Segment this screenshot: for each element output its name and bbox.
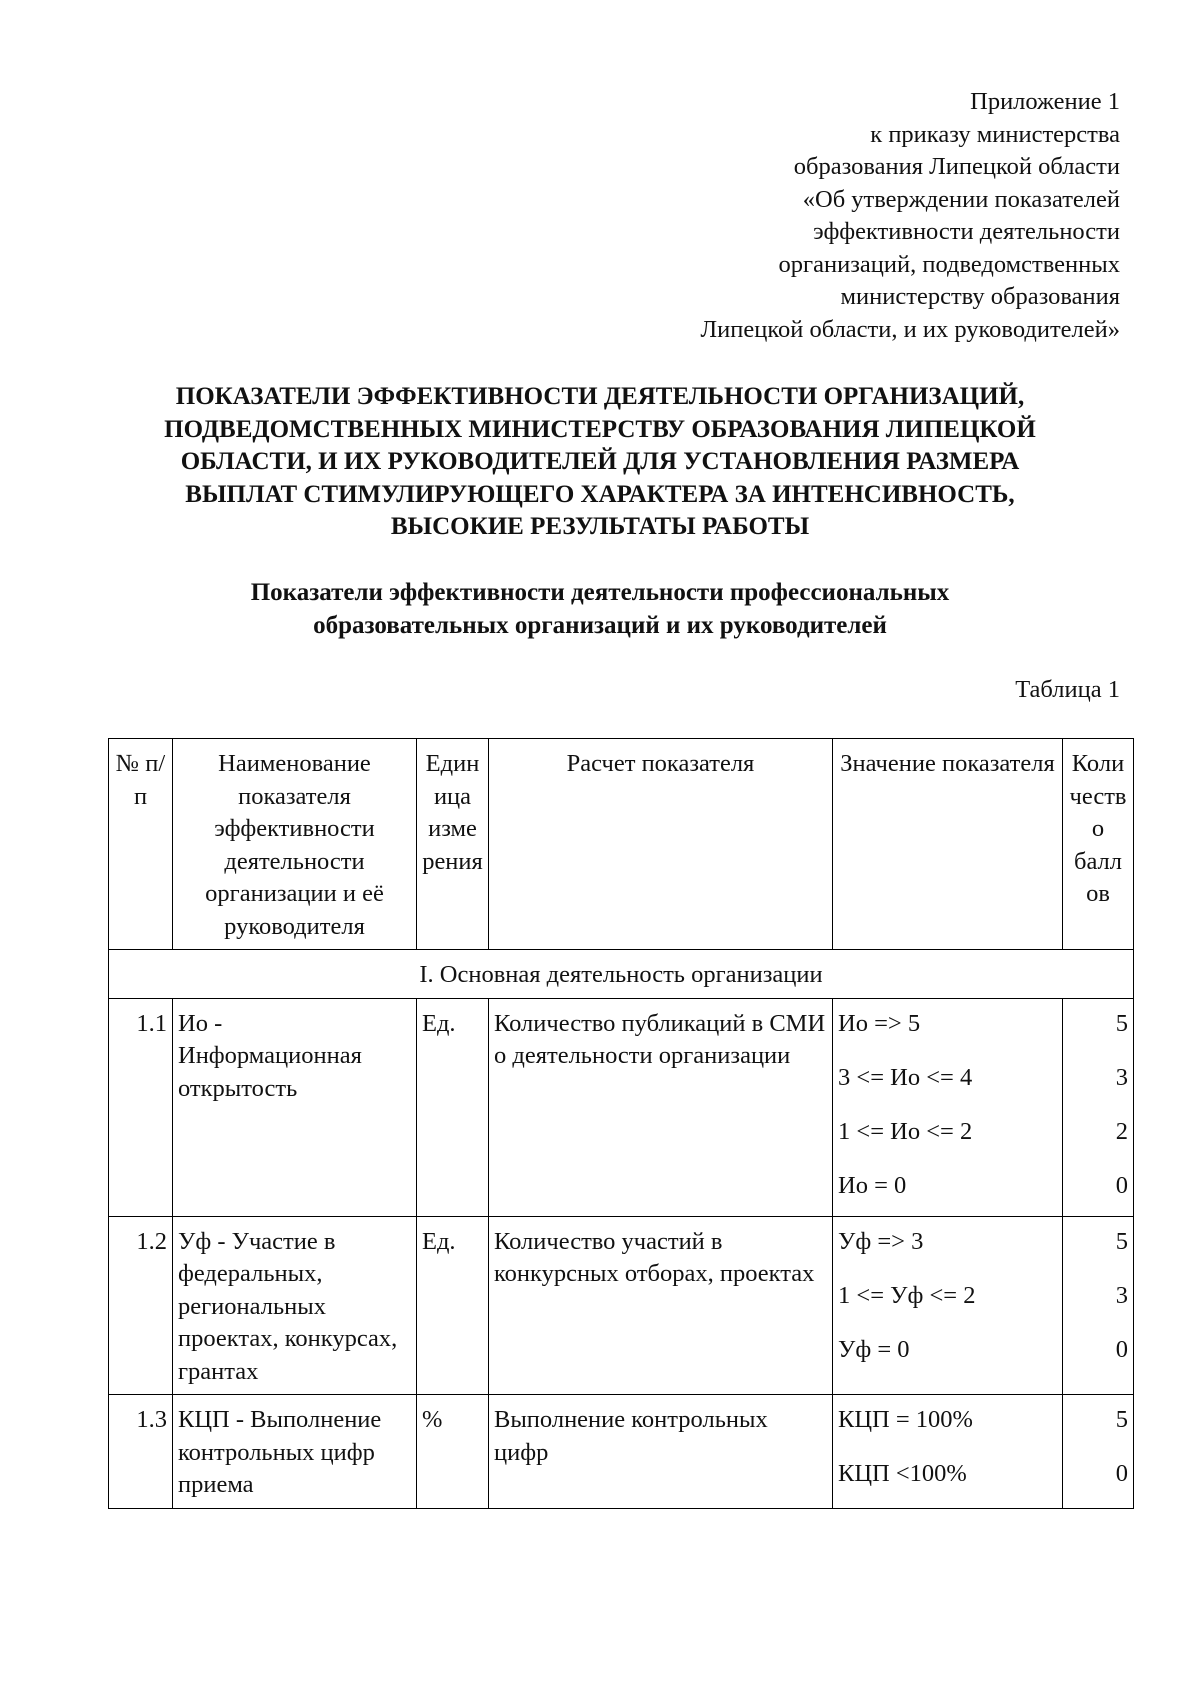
row-name: Ио - Информационная открытость bbox=[173, 998, 417, 1216]
header-num: № п/п bbox=[109, 739, 173, 950]
row-values bbox=[833, 998, 1063, 1216]
header-points: Количество баллов bbox=[1063, 739, 1134, 950]
appendix-line: образования Липецкой области bbox=[793, 153, 1120, 180]
points-line: 0 bbox=[1115, 1171, 1128, 1199]
row-num: 1.1 bbox=[109, 998, 173, 1216]
points-line: 2 bbox=[1115, 1117, 1128, 1145]
row-unit: Ед. bbox=[417, 1216, 489, 1395]
points-line: 5 bbox=[1115, 1227, 1128, 1255]
appendix-line: Приложение 1 bbox=[970, 88, 1120, 115]
subtitle-line: образовательных организаций и их руководителей bbox=[313, 611, 887, 639]
table-row bbox=[109, 998, 1134, 1216]
appendix-line: Липецкой области, и их руководителей» bbox=[700, 315, 1120, 343]
value-line: 1 <= Ио <= 2 bbox=[838, 1117, 973, 1145]
table-header-row bbox=[109, 739, 1134, 950]
header-calc: Расчет показателя bbox=[489, 739, 833, 950]
row-name: Уф - Участие в федеральных, региональных проектах, конкурсах, грантах bbox=[173, 1216, 417, 1395]
title-line: ВЫПЛАТ СТИМУЛИРУЮЩЕГО ХАРАКТЕРА ЗА ИНТЕНСИВНОСТЬ, bbox=[185, 480, 1015, 508]
row-points bbox=[1063, 998, 1134, 1216]
section-title: I. Основная деятельность организации bbox=[109, 950, 1134, 999]
appendix-line: к приказу министерства bbox=[870, 120, 1120, 148]
points-line: 3 bbox=[1115, 1281, 1128, 1309]
points-line: 5 bbox=[1115, 1009, 1128, 1037]
indicators-table bbox=[108, 738, 1134, 1509]
appendix-line: эффективности деятельности bbox=[813, 218, 1120, 245]
header-value: Значение показателя bbox=[833, 739, 1063, 950]
row-calc: Количество публикаций в СМИ о деятельности организации bbox=[489, 998, 833, 1216]
section-row bbox=[109, 950, 1134, 999]
appendix-block bbox=[701, 86, 1121, 346]
appendix-line: «Об утверждении показателей bbox=[802, 185, 1120, 213]
row-points bbox=[1063, 1216, 1134, 1395]
row-calc: Количество участий в конкурсных отборах, проектах bbox=[489, 1216, 833, 1395]
row-values bbox=[833, 1216, 1063, 1395]
value-line: 3 <= Ио <= 4 bbox=[838, 1063, 973, 1091]
table-label: Таблица 1 bbox=[1015, 676, 1120, 703]
header-unit: Единица измерения bbox=[417, 739, 489, 950]
table-row bbox=[109, 1395, 1134, 1509]
title-line: ВЫСОКИЕ РЕЗУЛЬТАТЫ РАБОТЫ bbox=[390, 513, 810, 540]
row-unit: % bbox=[417, 1395, 489, 1509]
appendix-line: организаций, подведомственных bbox=[778, 250, 1120, 278]
value-line: КЦП = 100% bbox=[838, 1406, 973, 1433]
value-line: Ио = 0 bbox=[838, 1171, 907, 1199]
title-line: ПОДВЕДОМСТВЕННЫХ МИНИСТЕРСТВУ ОБРАЗОВАНИЯ ЛИПЕЦКОЙ bbox=[164, 415, 1036, 443]
value-line: Уф => 3 bbox=[838, 1227, 924, 1255]
row-values bbox=[833, 1395, 1063, 1509]
value-line: Ио => 5 bbox=[838, 1009, 921, 1037]
points-line: 0 bbox=[1115, 1460, 1128, 1487]
row-calc: Выполнение контрольных цифр bbox=[489, 1395, 833, 1509]
points-line: 0 bbox=[1115, 1335, 1128, 1363]
value-line: Уф = 0 bbox=[838, 1335, 910, 1363]
value-line: КЦП <100% bbox=[838, 1460, 967, 1487]
title-line: ПОКАЗАТЕЛИ ЭФФЕКТИВНОСТИ ДЕЯТЕЛЬНОСТИ ОРГАНИЗАЦИЙ, bbox=[175, 383, 1025, 410]
row-num: 1.3 bbox=[109, 1395, 173, 1509]
appendix-line: министерству образования bbox=[840, 283, 1120, 310]
row-num: 1.2 bbox=[109, 1216, 173, 1395]
value-line: 1 <= Уф <= 2 bbox=[838, 1281, 976, 1309]
table-row bbox=[109, 1216, 1134, 1395]
points-line: 5 bbox=[1115, 1406, 1128, 1433]
row-points bbox=[1063, 1395, 1134, 1509]
points-line: 3 bbox=[1115, 1063, 1128, 1091]
subtitle-line: Показатели эффективности деятельности профессиональных bbox=[250, 579, 950, 606]
document-title bbox=[100, 381, 1100, 544]
document-subtitle bbox=[100, 577, 1100, 642]
row-unit: Ед. bbox=[417, 998, 489, 1216]
title-line: ОБЛАСТИ, И ИХ РУКОВОДИТЕЛЕЙ ДЛЯ УСТАНОВЛЕНИЯ РАЗМЕРА bbox=[180, 448, 1020, 475]
header-name: Наименование показателя эффективности деятельности организации и её руководителя bbox=[173, 739, 417, 950]
row-name: КЦП - Выполнение контрольных цифр приема bbox=[173, 1395, 417, 1509]
